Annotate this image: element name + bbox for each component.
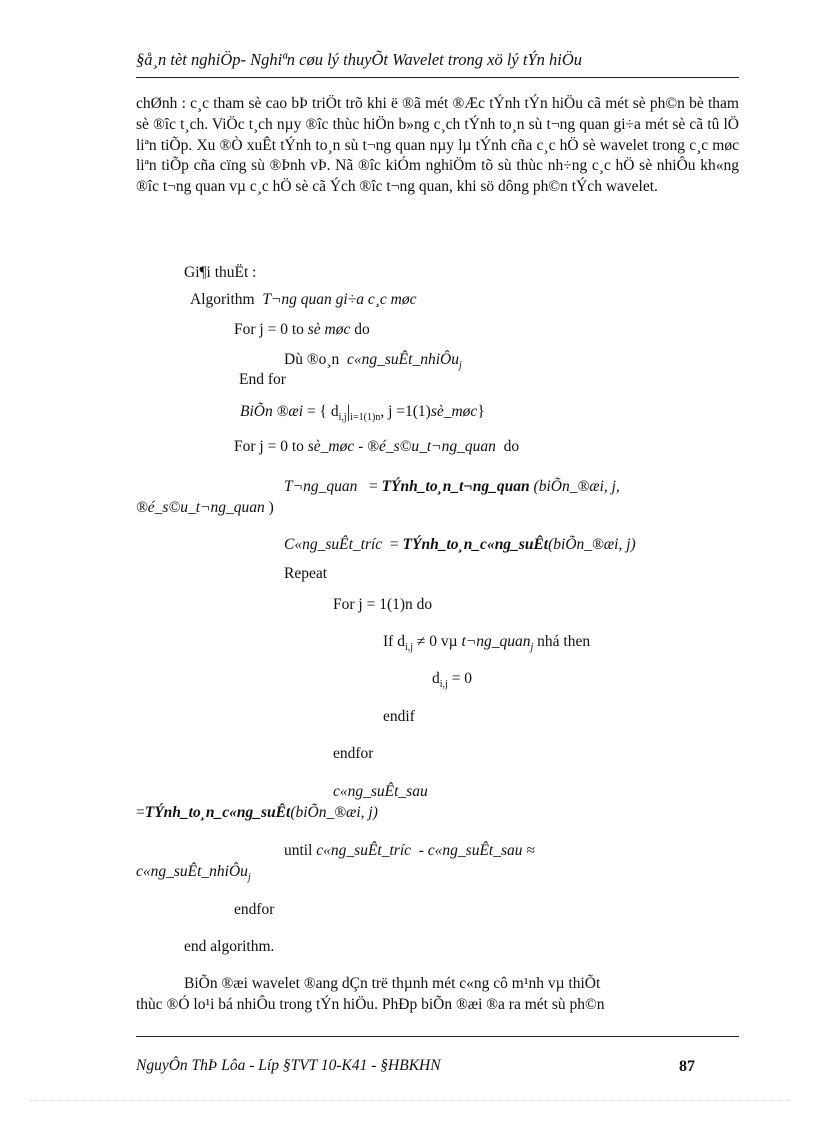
correlation-args: (biÕn_®æi, j, (533, 478, 620, 495)
for-coefficients-line: For j = 1(1)n do (333, 596, 433, 613)
noise-power-variable: c«ng_suÊt_nhiÔu (347, 351, 459, 368)
page-number: 87 (679, 1058, 695, 1075)
until-continued-line (136, 862, 251, 888)
correlation-assign-line (284, 477, 620, 497)
transform-variable: BiÕn ®æi (240, 403, 304, 420)
vertical-bar: | (346, 401, 351, 421)
do-keyword: do (354, 321, 370, 338)
correlation-args-continued (136, 498, 274, 518)
until-keyword: until (284, 842, 313, 859)
endfor-outer-line: endfor (234, 901, 275, 918)
power-before-args: (biÕn_®æi, j) (548, 536, 636, 553)
end-algorithm-line: end algorithm. (184, 938, 275, 955)
until-operator: - c«ng_suÊt_sau ≈ (418, 842, 535, 859)
algorithm-intro-label: Gi¶i thuËt : (184, 264, 257, 281)
for2-variable: sè_møc - ®é_s©u_t¬ng_quan (307, 438, 496, 455)
equals-sign: = (389, 536, 399, 553)
equals-sign: = (368, 478, 378, 495)
if-condition-line (383, 632, 590, 658)
transform-level-variable: sè_møc (430, 403, 478, 420)
compute-power-function: TÝnh_to¸n_c«ng_suÊt (402, 536, 549, 553)
until-power-before: c«ng_suÊt_tríc (316, 842, 412, 859)
if-correlation-variable: t¬ng_quan (461, 633, 531, 650)
header-rule (136, 77, 739, 78)
page-header-title: §å¸n tèt nghiÖp- Nghiªn cøu lý thuyÕt Wavelet trong xö lý tÝn hiÖu (136, 50, 583, 69)
algorithm-name: T¬ng quan gi÷a c¸c møc (262, 291, 417, 308)
for2-keyword: For j = 0 to (234, 438, 304, 455)
if-condition: ≠ 0 vµ (416, 633, 458, 650)
page-bottom-dotted-border (30, 1100, 790, 1101)
power-after-lhs: c«ng_suÊt_sau (333, 783, 428, 800)
intro-paragraph: chØnh : c¸c tham sè cao bÞ triÖt trõ khi ë ®ã mét ®Æc tÝnh tÝn hiÖu cã mét sè ph©n bè tham sè ®îc t¸ch. ViÖc t¸ch nµy ®îc thùc hiÖn b»ng c¸ch tÝnh to¸n sù t¬ng quan gi÷a mét sè cã tû lÖ liªn tiÕp. Xu ®Ò xuÊt tÝnh to¸n sù t¬ng quan nµy lµ tÝnh cña c¸c hÖ sè wavelet trong c¸c møc liªn tiÕp cña cïng sù ®Þnh vÞ. Nã ®îc kiÓm nghiÖm tõ sù thùc nh÷ng c¸c hÖ sè nhiÔu kh«ng ®îc t¬ng quan vµ c¸c hÖ sè cã Ých ®îc t¬ng quan, khi sö dông ph©n tÝch wavelet. (136, 95, 739, 196)
endfor-inner-line: endfor (333, 745, 374, 762)
footer-author: NguyÔn ThÞ Lôa - Líp §TVT 10-K41 - §HBKHN (136, 1057, 441, 1074)
if-keyword: If d (383, 633, 405, 650)
transform-subscript-range: i=1(1)n (350, 412, 381, 423)
power-before-variable: C«ng_suÊt_tríc (284, 536, 383, 553)
power-after-args: (biÕn_®æi, j) (290, 804, 378, 821)
compute-power-function-2: TÝnh_to¸n_c«ng_suÊt (144, 804, 291, 821)
transform-close-brace: } (477, 403, 485, 420)
for-levels-line (234, 320, 370, 340)
estimate-keyword: Dù ®o¸n (284, 351, 340, 368)
close-paren: ) (268, 499, 274, 516)
for2-do: do (503, 438, 520, 455)
for-keyword: For j = 0 to (234, 321, 304, 338)
estimate-noise-line (284, 350, 462, 376)
zero-assignment-line (432, 669, 472, 695)
transform-subscript-ij: i,j (338, 412, 347, 423)
algorithm-title-line (190, 290, 416, 310)
transform-definition-line (240, 401, 485, 428)
for-variable: sè møc (307, 321, 351, 338)
footer-rule (136, 1036, 739, 1037)
repeat-line: Repeat (284, 565, 328, 582)
outro-line-1: BiÕn ®æi wavelet ®ang dÇn trë thµnh mét c«ng cô m¹nh vµ thiÕt (184, 975, 601, 992)
correlation-depth-variable: ®é_s©u_t¬ng_quan (136, 499, 265, 516)
outro-line-2: thùc ®Ó lo¹i bá nhiÔu trong tÝn hiÖu. PhÐp biÕn ®æi ®a ra mét sù ph©n (136, 996, 605, 1013)
transform-range: , j =1(1) (380, 403, 431, 420)
if-tail: nhá then (537, 633, 591, 650)
until-noise-power: c«ng_suÊt_nhiÔu (136, 863, 248, 880)
power-after-variable (333, 782, 428, 802)
compute-correlation-function: TÝnh_to¸n_t¬ng_quan (381, 478, 530, 495)
algorithm-keyword: Algorithm (190, 291, 255, 308)
until-line (284, 841, 535, 861)
endif-line: endif (383, 708, 415, 725)
noise-power-subscript: j (458, 360, 462, 371)
end-for-line: End for (239, 371, 286, 388)
until-subscript: j (247, 872, 251, 883)
equals-sign: = (136, 804, 145, 821)
power-after-assign-line (136, 803, 378, 823)
assign-zero: = 0 (451, 670, 473, 687)
correlation-variable: T¬ng_quan (284, 478, 358, 495)
if-subscript: i,j (404, 642, 414, 653)
coef-subscript: i,j (439, 679, 448, 690)
for-correlation-line (234, 437, 519, 457)
if-correlation-subscript: j (530, 642, 534, 653)
power-before-line (284, 535, 636, 555)
coef-variable: d (432, 670, 440, 687)
transform-equals: = { d (303, 403, 339, 420)
